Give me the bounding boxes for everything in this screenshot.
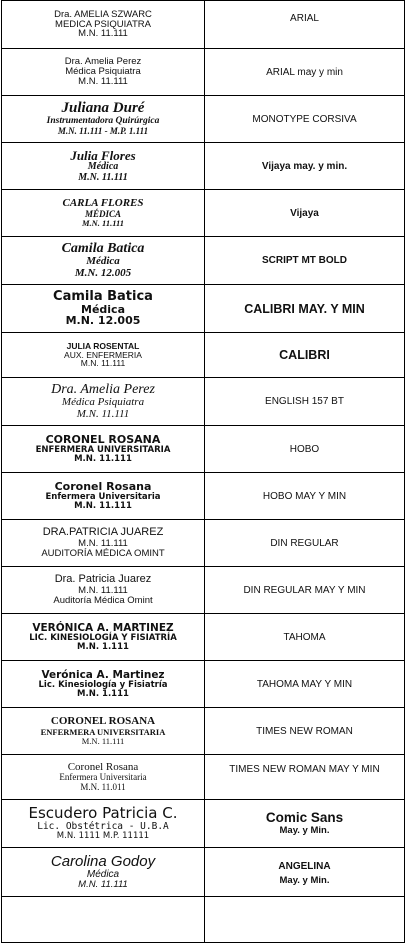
stamp-line-title: Médica Psiquiatra [65, 66, 141, 78]
stamp-line-name: Dra. AMELIA SZWARC [54, 8, 152, 20]
stamp-line-name: Carolina Godoy [50, 852, 156, 870]
stamp-line-title: Lic. Obstétrica - U.B.A [37, 820, 169, 832]
font-name: ANGELINA [278, 860, 331, 872]
font-name-cell [205, 897, 404, 942]
table-row [2, 755, 404, 800]
stamp-sample [2, 143, 205, 189]
stamp-sample [2, 1, 205, 48]
font-name-cell [205, 285, 404, 332]
table-row [2, 190, 404, 237]
stamp-line-name: Coronel Rosana [67, 760, 139, 773]
stamp-line-name: DRA.PATRICIA JUAREZ [42, 526, 164, 539]
font-name-cell [205, 614, 404, 660]
font-name-cell [205, 520, 404, 566]
stamp-line-license: M.N. 11.111 [78, 584, 128, 596]
stamp-sample [2, 426, 205, 472]
font-name-cell [205, 333, 404, 377]
font-name: Vijaya may. y min. [261, 160, 348, 172]
stamp-line-name: Verónica A. Martinez [41, 668, 165, 681]
stamp-sample [2, 333, 205, 377]
font-name-cell [205, 567, 404, 613]
stamp-line-license: M.N. 11.111 [78, 537, 128, 549]
font-name-cell [205, 426, 404, 472]
stamp-line-license: M.N. 11.111 - M.P. 1.111 [57, 126, 149, 137]
stamp-sample [2, 800, 205, 847]
font-name: Vijaya [290, 207, 319, 219]
font-name: ENGLISH 157 BT [265, 396, 344, 407]
font-name-sub: May. y Min. [279, 825, 330, 837]
stamp-sample [2, 96, 205, 142]
font-name: SCRIPT MT BOLD [262, 255, 347, 266]
font-name: Comic Sans [265, 809, 344, 825]
stamp-line-name: Juliana Duré [61, 100, 145, 117]
font-name-cell [205, 96, 404, 142]
stamp-sample [2, 614, 205, 660]
stamp-line-license: M.N. 11.111 [81, 735, 125, 746]
stamp-sample [2, 237, 205, 284]
stamp-sample [2, 708, 205, 754]
stamp-line-name: JULIA ROSENTAL [66, 340, 140, 351]
stamp-sample [2, 848, 205, 896]
stamp-line-title: MÉDICA [84, 208, 121, 219]
stamp-line-license: M.N. 11.111 [74, 500, 132, 511]
stamp-sample [2, 567, 205, 613]
stamp-line-title: Enfermera Universitaria [45, 491, 161, 502]
stamp-line-name: VERÓNICA A. MARTINEZ [32, 621, 174, 634]
stamp-sample [2, 661, 205, 707]
font-name: TIMES NEW ROMAN [256, 725, 353, 737]
font-name-cell [205, 800, 404, 847]
stamp-line-name: Julia Flores [70, 147, 136, 163]
stamp-line-license: M.N. 11.111 [81, 218, 125, 229]
font-name: DIN REGULAR [270, 537, 339, 549]
table-row [2, 567, 404, 614]
stamp-sample [2, 520, 205, 566]
stamp-line-title: ENFERMERA UNIVERSITARIA [35, 444, 171, 455]
stamp-line-name: Camila Batica [61, 240, 145, 256]
font-name-cell [205, 378, 404, 425]
table-row [2, 96, 404, 143]
table-row [2, 49, 404, 96]
font-name: ARIAL [290, 13, 319, 24]
stamp-sample [2, 378, 205, 425]
stamp-sample [2, 190, 205, 236]
font-name: CALIBRI MAY. Y MIN [244, 301, 365, 316]
font-name-cell [205, 190, 404, 236]
stamp-line-name: Dra. Amelia Perez [64, 56, 142, 68]
stamp-line-name: Escudero Patricia C. [28, 804, 178, 823]
stamp-line-title: Instrumentadora Quirúrgica [46, 116, 160, 127]
stamp-line-title: ENFERMERA UNIVERSITARIA [40, 726, 166, 737]
table-row [2, 143, 404, 190]
stamp-line-license: M.N. 12.005 [74, 266, 132, 279]
stamp-line-license: M.N. 11.111 [78, 879, 128, 891]
stamp-line-license: M.N. 11.111 [78, 75, 128, 87]
stamp-line-license: M.N. 1.111 [77, 641, 129, 652]
stamp-line-license: M.N. 11.111 [80, 358, 126, 369]
stamp-sample [2, 285, 205, 332]
font-name-cell [205, 143, 404, 189]
table-row-empty [2, 897, 404, 942]
table-row [2, 520, 404, 567]
font-sample-table [1, 0, 405, 943]
stamp-line-name: Camila Batica [53, 289, 153, 305]
font-name-cell [205, 755, 404, 799]
font-name: HOBO [289, 443, 320, 455]
stamp-line-name: CORONEL ROSANA [50, 715, 156, 728]
stamp-line-name: Dra. Amelia Perez [51, 381, 155, 397]
stamp-sample [2, 897, 205, 942]
table-row [2, 848, 404, 897]
stamp-line-name: CORONEL ROSANA [45, 433, 161, 447]
font-name: TIMES NEW ROMAN MAY Y MIN [229, 764, 380, 775]
table-row [2, 708, 404, 755]
stamp-line-license: M.N. 1.111 [77, 688, 129, 699]
stamp-line-name: Dra. Patricia Juarez [54, 573, 152, 586]
stamp-line-name: Coronel Rosana [54, 480, 152, 494]
font-name: CALIBRI [279, 348, 330, 362]
table-row [2, 661, 404, 708]
table-row [2, 378, 404, 426]
font-name-cell [205, 848, 404, 896]
stamp-sample [2, 473, 205, 519]
stamp-line-license: M.N. 12.005 [65, 314, 141, 328]
font-name-cell [205, 1, 404, 48]
table-row [2, 473, 404, 520]
stamp-line-title: Médica [81, 302, 125, 316]
stamp-line-title: Médica [86, 868, 120, 880]
stamp-line-license: M.N. 11.111 [76, 407, 130, 420]
font-name: DIN REGULAR MAY Y MIN [243, 584, 366, 596]
font-name-cell [205, 237, 404, 284]
font-name-cell [205, 661, 404, 707]
stamp-line-license: M.N. 11.111 [78, 28, 128, 40]
stamp-line-license: M.N. 1111 M.P. 11111 [56, 830, 150, 841]
font-name-sub: May. y Min. [279, 874, 330, 886]
stamp-line-title: Auditoría Médica Omint [53, 594, 153, 606]
font-name: MONOTYPE CORSIVA [252, 113, 357, 125]
table-row [2, 426, 404, 473]
stamp-sample [2, 49, 205, 95]
stamp-line-title: MEDICA PSIQUIATRA [55, 18, 151, 30]
stamp-line-license: M.N. 11.011 [80, 781, 126, 792]
font-name: HOBO MAY Y MIN [262, 490, 347, 502]
font-name: TAHOMA MAY Y MIN [256, 678, 353, 690]
stamp-line-title: Enfermera Universitaria [59, 772, 147, 783]
table-row [2, 333, 404, 378]
font-name: ARIAL may y min [266, 66, 343, 78]
stamp-sample [2, 755, 205, 799]
stamp-line-title: AUX. ENFERMERIA [64, 349, 142, 360]
table-row [2, 614, 404, 661]
stamp-line-title: Médica Psiquiatra [61, 396, 145, 409]
stamp-line-title: Médica [87, 161, 119, 173]
table-row [2, 285, 404, 333]
stamp-line-title: LIC. KINESIOLOGÍA Y FISIATRÍA [29, 632, 177, 643]
stamp-line-license: M.N. 11.111 [74, 453, 132, 464]
stamp-line-name: CARLA FLORES [62, 197, 144, 210]
font-name-cell [205, 49, 404, 95]
table-row [2, 800, 404, 848]
font-name-cell [205, 473, 404, 519]
stamp-line-license: M.N. 11.111 [78, 171, 128, 183]
table-row [2, 1, 404, 49]
stamp-line-title: Lic. Kinesiología y Fisiatría [38, 679, 168, 690]
font-name: TAHOMA [283, 631, 326, 643]
table-row [2, 237, 404, 285]
stamp-line-title: Médica [86, 255, 120, 268]
stamp-line-title: AUDITORÍA MÉDICA OMINT [41, 547, 165, 559]
font-name-cell [205, 708, 404, 754]
